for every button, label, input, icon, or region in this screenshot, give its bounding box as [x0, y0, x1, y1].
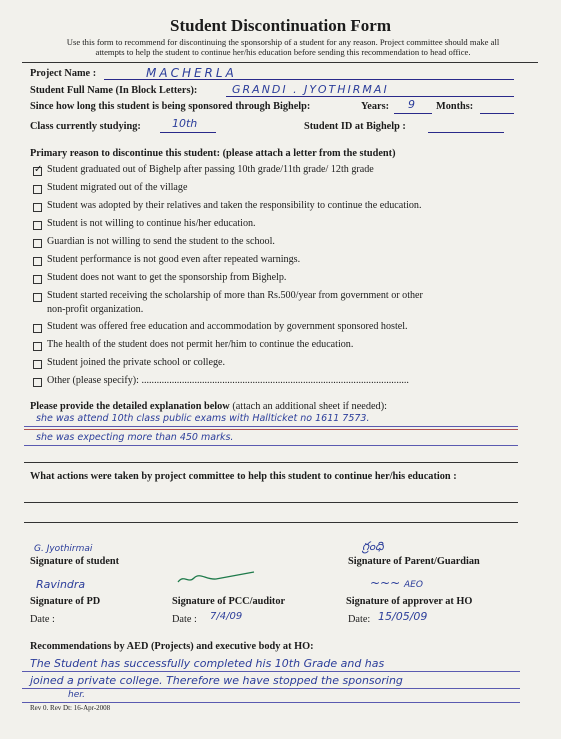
reason-label-migrated: Student migrated out of the village	[47, 182, 188, 193]
header-divider	[22, 62, 538, 63]
explanation-rule-3	[24, 462, 518, 463]
explanation-rule-2	[24, 445, 518, 446]
reason-checkbox-graduated[interactable]	[33, 167, 42, 176]
years-underline	[394, 113, 432, 114]
reason-label-private-school: Student joined the private school or college.	[47, 357, 225, 368]
recommendation-rule-2	[22, 688, 520, 689]
intro-line-1: Use this form to recommend for discontinuing the sponsorship of a student for any reason. Project committee should make all	[66, 37, 500, 47]
reason-label-other: Other (please specify): ..........................................................................................................	[47, 375, 409, 386]
reason-checkbox-not-willing[interactable]	[33, 221, 42, 230]
class-underline	[160, 132, 216, 133]
reason-checkbox-hostel[interactable]	[33, 324, 42, 333]
approver-signature-scribble: ~~~	[370, 576, 401, 590]
approver-date-value[interactable]: 15/05/09	[378, 610, 428, 623]
project-name-underline	[104, 79, 514, 80]
reason-checkbox-no-sponsorship[interactable]	[33, 275, 42, 284]
pcc-date-value[interactable]: 7/4/09	[210, 611, 243, 622]
approver-signature-ink	[370, 576, 423, 590]
reason-label-no-sponsorship: Student does not want to get the sponsorship from Bighelp.	[47, 272, 287, 283]
student-id-label: Student ID at Bighelp :	[304, 121, 406, 132]
recommendation-line-3[interactable]: her.	[68, 690, 85, 700]
parent-signature-label: Signature of Parent/Guardian	[348, 556, 480, 567]
reason-checkbox-performance[interactable]	[33, 257, 42, 266]
pcc-date-label: Date :	[172, 614, 197, 625]
approver-date-label: Date:	[348, 614, 371, 625]
pd-signature-label: Signature of PD	[30, 596, 101, 607]
recommendations-heading: Recommendations by AED (Projects) and executive body at HO:	[30, 641, 314, 652]
reason-label-scholarship: Student started receiving the scholarship of more than Rs.500/year from government or other	[47, 290, 423, 301]
full-name-value[interactable]: GRANDI . JYOTHIRMAI	[232, 83, 389, 96]
reason-checkbox-private-school[interactable]	[33, 360, 42, 369]
recommendation-rule-3	[22, 702, 520, 703]
student-signature-label: Signature of student	[30, 556, 120, 567]
project-name-label: Project Name :	[30, 68, 97, 79]
pcc-signature-ink	[176, 570, 256, 593]
recommendation-line-2[interactable]: joined a private college. Therefore we have stopped the sponsoring	[30, 674, 403, 687]
project-name-value[interactable]: MACHERLA	[146, 66, 237, 80]
reason-label-health: The health of the student does not permit her/him to continue the education.	[47, 339, 354, 350]
reason-label-performance: Student performance is not good even after repeated warnings.	[47, 254, 301, 265]
pcc-signature-label: Signature of PCC/auditor	[172, 596, 286, 607]
sponsored-since-label: Since how long this student is being sponsored through Bighelp:	[30, 101, 311, 112]
reason-label-hostel: Student was offered free education and accommodation by government sponsored hostel.	[47, 321, 408, 332]
actions-heading: What actions were taken by project committee to help this student to continue her/his education :	[30, 471, 457, 482]
approver-signature-aeo: AEO	[404, 580, 423, 590]
explanation-line-1[interactable]: she was attend 10th class public exams with Hallticket no 1611 7573.	[36, 413, 370, 424]
reason-label-adopted: Student was adopted by their relatives and taken the responsibility to continue the education.	[47, 200, 422, 211]
student-signature-ink: G. Jyothirmai	[34, 544, 93, 554]
revision-footer: Rev 0. Rev Dt: 16-Apr-2008	[30, 704, 111, 712]
intro-line-2: attempts to help the student to continue her/his education before sending this recommendation to head office.	[95, 47, 471, 57]
full-name-underline	[226, 96, 514, 97]
explanation-heading-main: Please provide the detailed explanation below	[30, 401, 230, 412]
reason-checkbox-guardian[interactable]	[33, 239, 42, 248]
reason-checkbox-health[interactable]	[33, 342, 42, 351]
class-value[interactable]: 10th	[172, 117, 198, 130]
reason-label-graduated: Student graduated out of Bighelp after passing 10th grade/11th grade/ 12th grade	[47, 164, 374, 175]
approver-signature-label: Signature of approver at HO	[346, 596, 473, 607]
explanation-heading-note: (attach an additional sheet if needed):	[232, 401, 387, 412]
reason-checkbox-other[interactable]	[33, 378, 42, 387]
student-id-underline	[428, 132, 504, 133]
reason-checkbox-adopted[interactable]	[33, 203, 42, 212]
form-title: Student Discontinuation Form	[169, 16, 392, 35]
parent-signature-ink: గ్రంధి	[362, 539, 384, 553]
form-intro	[28, 37, 538, 57]
reason-label-scholarship-cont: non-profit organization.	[47, 304, 144, 315]
full-name-label: Student Full Name (In Block Letters):	[30, 85, 198, 96]
reasons-heading: Primary reason to discontinue this student: (please attach a letter from the student)	[30, 148, 396, 159]
recommendation-line-1[interactable]: The Student has successfully completed his 10th Grade and has	[30, 657, 385, 670]
pd-signature-ink: Ravindra	[36, 578, 86, 591]
months-underline	[480, 113, 514, 114]
years-value[interactable]: 9	[408, 98, 415, 111]
pd-date-label: Date :	[30, 614, 55, 625]
reason-checkbox-scholarship[interactable]	[33, 293, 42, 302]
recommendation-rule-1	[22, 671, 520, 672]
explanation-line-2[interactable]: she was expecting more than 450 marks.	[36, 432, 234, 443]
years-label: Years:	[361, 101, 390, 112]
explanation-rule-1	[24, 426, 518, 427]
class-label: Class currently studying:	[30, 121, 141, 132]
actions-rule-2	[24, 522, 518, 523]
reason-label-guardian: Guardian is not willing to send the student to the school.	[47, 236, 275, 247]
reason-label-not-willing: Student is not willing to continue his/her education.	[47, 218, 256, 229]
explanation-heading	[30, 401, 387, 412]
reason-checkbox-migrated[interactable]	[33, 185, 42, 194]
months-label: Months:	[436, 101, 474, 112]
explanation-rule-1b	[24, 429, 518, 430]
actions-rule-1	[24, 502, 518, 503]
